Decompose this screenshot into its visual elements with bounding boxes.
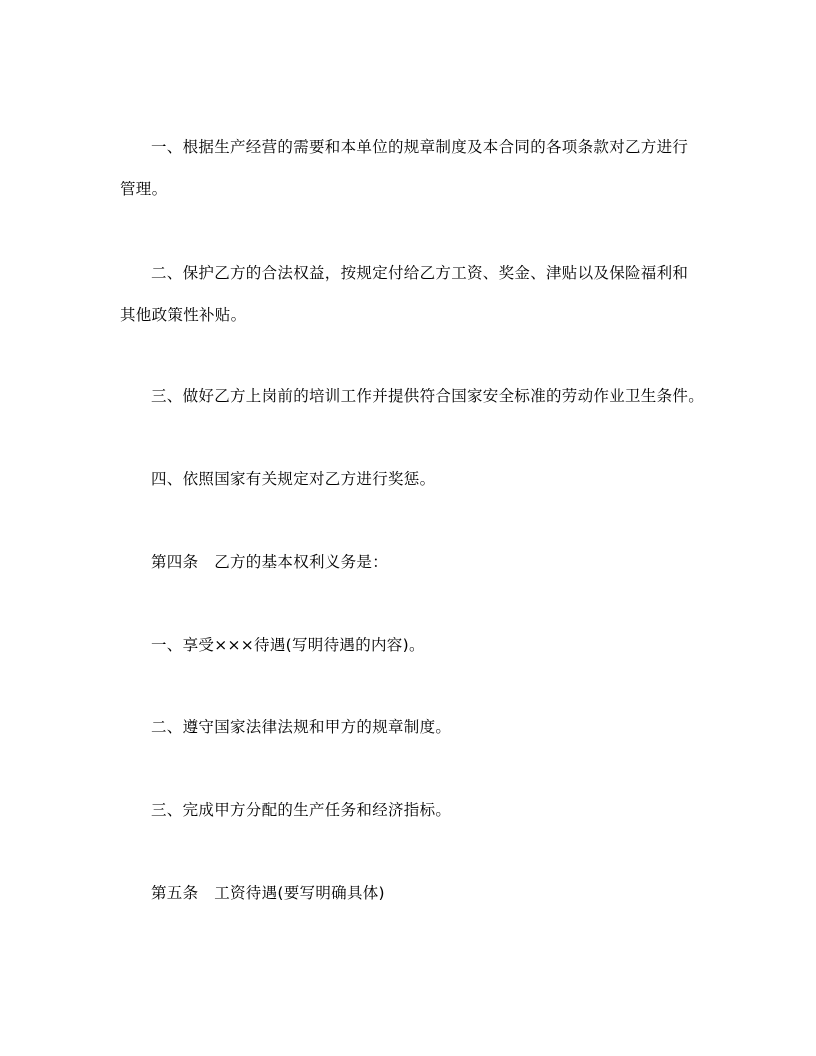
paragraph-4: 四、依照国家有关规定对乙方进行奖惩。 <box>151 470 436 488</box>
article-4-heading: 第四条 乙方的基本权利义务是： <box>151 553 389 571</box>
paragraph-1-line-2: 管理。 <box>120 180 168 198</box>
paragraph-1-line-1: 一、根据生产经营的需要和本单位的规章制度及本合同的各项条款对乙方进行 <box>151 138 689 156</box>
paragraph-7: 二、遵守国家法律法规和甲方的规章制度。 <box>151 718 452 736</box>
paragraph-2-line-2: 其他政策性补贴。 <box>120 306 247 324</box>
paragraph-3: 三、做好乙方上岗前的培训工作并提供符合国家安全标准的劳动作业卫生条件。 <box>151 387 705 405</box>
article-5-heading: 第五条 工资待遇(要写明确具体) <box>151 884 385 902</box>
paragraph-2-line-1: 二、保护乙方的合法权益，按规定付给乙方工资、奖金、津贴以及保险福利和 <box>151 264 689 282</box>
paragraph-8: 三、完成甲方分配的生产任务和经济指标。 <box>151 801 452 819</box>
paragraph-6: 一、享受×××待遇(写明待遇的内容)。 <box>151 636 425 654</box>
